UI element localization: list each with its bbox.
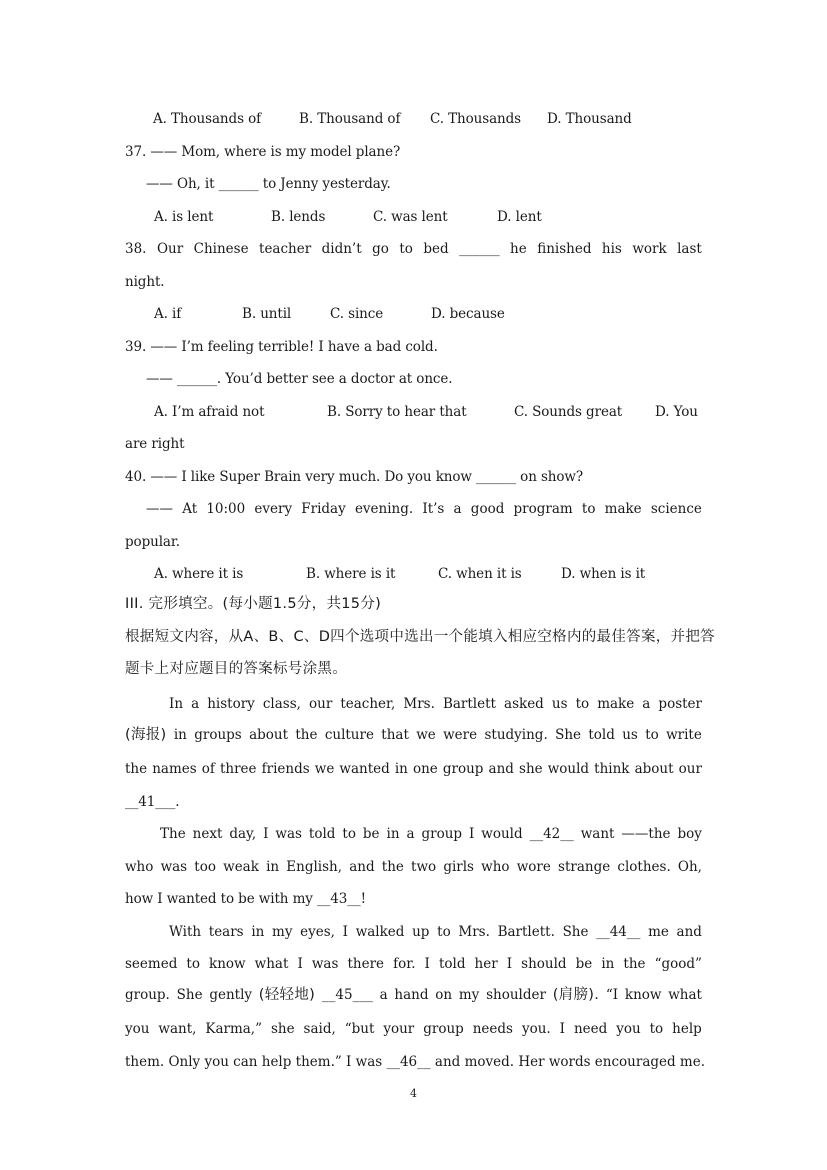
q36-option-d: D. Thousand xyxy=(547,111,632,127)
passage-p2-line-3: how I wanted to be with my __43__! xyxy=(125,891,366,907)
word: “good” xyxy=(654,956,702,972)
word: I xyxy=(297,956,303,972)
q40-stem: 40. —— I like Super Brain very much. Do you know ______ on show? xyxy=(125,469,584,485)
q36-option-b: B. Thousand of xyxy=(299,111,401,127)
q38-option-d: D. because xyxy=(431,306,505,322)
word: day, xyxy=(229,826,257,842)
word: write xyxy=(666,727,702,743)
word: finished xyxy=(537,241,592,257)
word: Karma,” xyxy=(205,1021,263,1037)
word: who xyxy=(481,859,510,875)
word: know xyxy=(624,987,662,1003)
word: weak xyxy=(223,859,259,875)
word: I xyxy=(424,956,430,972)
q36-option-c: C. Thousands xyxy=(430,111,521,127)
word: seemed xyxy=(125,956,178,972)
word: about xyxy=(634,761,674,777)
q38-stem-end: night. xyxy=(125,274,165,290)
word: class, xyxy=(262,696,301,712)
word: you xyxy=(204,1054,229,1070)
q39-option-c: C. Sounds great xyxy=(514,404,623,420)
section-instruction-line-1: 根据短文内容，从A、B、C、D四个选项中选出一个能填入相应空格内的最佳答案，并把答 xyxy=(125,629,715,645)
q40-option-c: C. when it is xyxy=(438,566,522,582)
word: me xyxy=(648,924,669,940)
word: and xyxy=(488,761,514,777)
word: his xyxy=(601,241,622,257)
word: culture xyxy=(324,727,374,743)
passage-p2-line-2 xyxy=(125,859,702,875)
word: us xyxy=(551,696,568,712)
word: up xyxy=(412,924,430,940)
q40-option-d: D. when is it xyxy=(561,566,646,582)
page-number: 4 xyxy=(410,1087,417,1100)
word: (轻轻地) xyxy=(258,987,316,1003)
word: would xyxy=(481,826,523,842)
word: them. xyxy=(125,1054,165,1070)
word: of xyxy=(201,761,215,777)
word: poster xyxy=(658,696,702,712)
q40-reply xyxy=(146,501,702,517)
word: our xyxy=(678,761,702,777)
word: last xyxy=(677,241,702,257)
word: go xyxy=(372,241,389,257)
word: group xyxy=(423,1021,464,1037)
word: think xyxy=(594,761,630,777)
word: to xyxy=(399,241,413,257)
word: moved. xyxy=(464,1054,515,1070)
word: make xyxy=(604,501,642,517)
word: to xyxy=(575,696,590,712)
q37-reply: —— Oh, it ______ to Jenny yesterday. xyxy=(146,176,391,192)
word: want xyxy=(580,826,615,842)
passage-p3-line-4 xyxy=(125,1021,702,1037)
word: Bartlett xyxy=(442,696,496,712)
word: and xyxy=(349,859,375,875)
word: clothes. xyxy=(617,859,671,875)
word: Friday xyxy=(301,501,346,517)
word: the xyxy=(623,956,646,972)
word: science xyxy=(650,501,702,517)
word: told xyxy=(588,727,615,743)
word: told xyxy=(438,956,466,972)
q37-stem: 37. —— Mom, where is my model plane? xyxy=(125,144,401,160)
word: in xyxy=(386,826,400,842)
q39-stem: 39. —— I’m feeling terrible! I have a bad cold. xyxy=(125,339,438,355)
word: I xyxy=(342,924,348,940)
word: were xyxy=(443,727,478,743)
word: was xyxy=(355,1054,383,1070)
word: to xyxy=(437,924,451,940)
word: about xyxy=(249,727,289,743)
word: a xyxy=(191,696,200,712)
word: he xyxy=(510,241,527,257)
word: and xyxy=(676,924,702,940)
q36-option-a: A. Thousands of xyxy=(153,111,262,127)
word: want, xyxy=(158,1021,197,1037)
word: __44__ xyxy=(596,924,641,940)
word: know xyxy=(209,956,246,972)
word: you xyxy=(125,1021,150,1037)
passage-p3-line-2 xyxy=(125,956,702,972)
word: be xyxy=(362,826,380,842)
word: was xyxy=(275,826,302,842)
word: group xyxy=(442,761,484,777)
word: names xyxy=(152,761,197,777)
q38-option-c: C. since xyxy=(330,306,384,322)
word: need xyxy=(573,1021,608,1037)
q39-reply: —— ______. You’d better see a doctor at once. xyxy=(146,371,453,387)
word: Her xyxy=(518,1054,545,1070)
word: a xyxy=(642,696,651,712)
passage-p2-line-1 xyxy=(160,826,702,842)
word: 10:00 xyxy=(206,501,246,517)
word: Only xyxy=(168,1054,201,1070)
passage-p1-line-2 xyxy=(125,727,702,743)
word: teacher xyxy=(259,241,312,257)
word: who xyxy=(125,859,154,875)
word: to xyxy=(186,956,200,972)
word: evening. xyxy=(354,501,414,517)
word: She xyxy=(176,987,203,1003)
word: your xyxy=(383,1021,415,1037)
word: and xyxy=(434,1054,461,1070)
word: bed xyxy=(423,241,449,257)
q40-option-b: B. where is it xyxy=(306,566,396,582)
word: what xyxy=(668,987,702,1003)
word: in xyxy=(266,859,280,875)
word: She xyxy=(555,727,582,743)
word: to xyxy=(645,727,659,743)
passage-p3-line-1 xyxy=(169,924,702,940)
q39-option-d-cont: are right xyxy=(125,436,185,452)
q40-option-a: A. where it is xyxy=(154,566,244,582)
word: __42__ xyxy=(529,826,574,842)
word: friends xyxy=(261,761,310,777)
word: my xyxy=(272,924,293,940)
word: to xyxy=(581,501,596,517)
word: Chinese xyxy=(193,241,249,257)
word: two xyxy=(411,859,437,875)
word: on xyxy=(435,987,453,1003)
word: said, xyxy=(303,1021,336,1037)
word: Mrs. xyxy=(403,696,435,712)
word: girls xyxy=(443,859,474,875)
q37-option-d: D. lent xyxy=(497,209,542,225)
word: I xyxy=(346,1054,352,1070)
word: help xyxy=(672,1021,702,1037)
word: she xyxy=(519,761,543,777)
word: there xyxy=(347,956,385,972)
word: I xyxy=(559,1021,565,1037)
word: what xyxy=(254,956,289,972)
word: a xyxy=(379,987,388,1003)
word: —— xyxy=(146,501,173,517)
word: tears xyxy=(208,924,244,940)
q39-option-a: A. I’m afraid not xyxy=(154,404,265,420)
word: ——the xyxy=(621,826,671,842)
word: walked xyxy=(355,924,405,940)
word: should xyxy=(521,956,567,972)
word: the xyxy=(295,727,318,743)
word: asked xyxy=(504,696,544,712)
word: teacher, xyxy=(340,696,396,712)
word: one xyxy=(412,761,438,777)
q37-option-a: A. is lent xyxy=(154,209,214,225)
passage-p1-line-3 xyxy=(125,761,702,777)
word: our xyxy=(309,696,333,712)
word: in xyxy=(394,761,408,777)
word: didn’t xyxy=(321,241,362,257)
word: you xyxy=(616,1021,641,1037)
word: told xyxy=(308,826,336,842)
word: At xyxy=(182,501,198,517)
word: __46__ xyxy=(386,1054,431,1070)
word: every xyxy=(254,501,293,517)
word: (肩膀). xyxy=(552,987,600,1003)
word: the xyxy=(125,761,148,777)
word: history xyxy=(207,696,255,712)
word: hand xyxy=(394,987,429,1003)
word: group xyxy=(421,826,463,842)
word: (海报) xyxy=(125,727,167,743)
word: English, xyxy=(286,859,343,875)
word: In xyxy=(169,696,184,712)
word: be xyxy=(575,956,593,972)
word: strange xyxy=(558,859,611,875)
section-instruction-line-2: 题卡上对应题目的答案标号涂黑。 xyxy=(125,661,347,677)
word: a xyxy=(406,826,415,842)
q38-option-b: B. until xyxy=(242,306,292,322)
word: us xyxy=(622,727,638,743)
q38-stem xyxy=(125,241,702,257)
word: __45___ xyxy=(321,987,373,1003)
word: gently xyxy=(209,987,253,1003)
word: program xyxy=(513,501,573,517)
word: 38. xyxy=(125,241,147,257)
word: make xyxy=(597,696,635,712)
word: would xyxy=(547,761,590,777)
word: group. xyxy=(125,987,170,1003)
q39-option-b: B. Sorry to hear that xyxy=(327,404,467,420)
word: in xyxy=(251,924,265,940)
word: Bartlett. xyxy=(497,924,555,940)
word: we xyxy=(314,761,335,777)
word: me. xyxy=(679,1054,705,1070)
passage-p3-line-3 xyxy=(125,987,702,1003)
section-heading: III. 完形填空。(每小题1.5分，共15分) xyxy=(125,596,382,612)
word: With xyxy=(169,924,202,940)
word: was xyxy=(311,956,339,972)
word: work xyxy=(632,241,667,257)
word: I xyxy=(469,826,475,842)
q38-option-a: A. if xyxy=(154,306,182,322)
word: my xyxy=(458,987,480,1003)
word: groups xyxy=(194,727,242,743)
word: the xyxy=(381,859,404,875)
word: eyes, xyxy=(300,924,335,940)
word: can xyxy=(233,1054,258,1070)
passage-p3-line-5 xyxy=(125,1054,705,1070)
word: wore xyxy=(516,859,551,875)
word: studying. xyxy=(484,727,548,743)
passage-p1-line-1 xyxy=(169,696,702,712)
word: help xyxy=(261,1054,292,1070)
word: encouraged xyxy=(594,1054,676,1070)
word: I xyxy=(506,956,513,972)
word: was xyxy=(160,859,188,875)
q39-option-d: D. You xyxy=(655,404,698,420)
word: that xyxy=(381,727,409,743)
word: to xyxy=(649,1021,664,1037)
word: “I xyxy=(605,987,619,1003)
word: shoulder xyxy=(486,987,546,1003)
word: Mrs. xyxy=(458,924,490,940)
word: words xyxy=(548,1054,591,1070)
word: It’s xyxy=(422,501,445,517)
word: needs xyxy=(472,1021,513,1037)
word: in xyxy=(173,727,187,743)
word: She xyxy=(562,924,589,940)
q40-reply-end: popular. xyxy=(125,534,180,550)
word: for. xyxy=(393,956,416,972)
word: too xyxy=(194,859,216,875)
word: to xyxy=(342,826,356,842)
word: you. xyxy=(521,1021,551,1037)
word: in xyxy=(601,956,615,972)
word: them.” xyxy=(295,1054,342,1070)
word: a xyxy=(453,501,462,517)
word: her xyxy=(474,956,498,972)
word: next xyxy=(192,826,223,842)
word: “but xyxy=(344,1021,375,1037)
word: three xyxy=(219,761,257,777)
word: we xyxy=(416,727,436,743)
word: Our xyxy=(156,241,184,257)
word: I xyxy=(263,826,269,842)
word: wanted xyxy=(339,761,390,777)
q37-option-c: C. was lent xyxy=(373,209,448,225)
passage-p1-line-4: __41___. xyxy=(125,794,180,810)
word: The xyxy=(160,826,186,842)
word: good xyxy=(470,501,505,517)
word: ______ xyxy=(459,241,500,257)
q37-option-b: B. lends xyxy=(271,209,326,225)
word: Oh, xyxy=(677,859,702,875)
word: boy xyxy=(677,826,702,842)
word: she xyxy=(270,1021,295,1037)
